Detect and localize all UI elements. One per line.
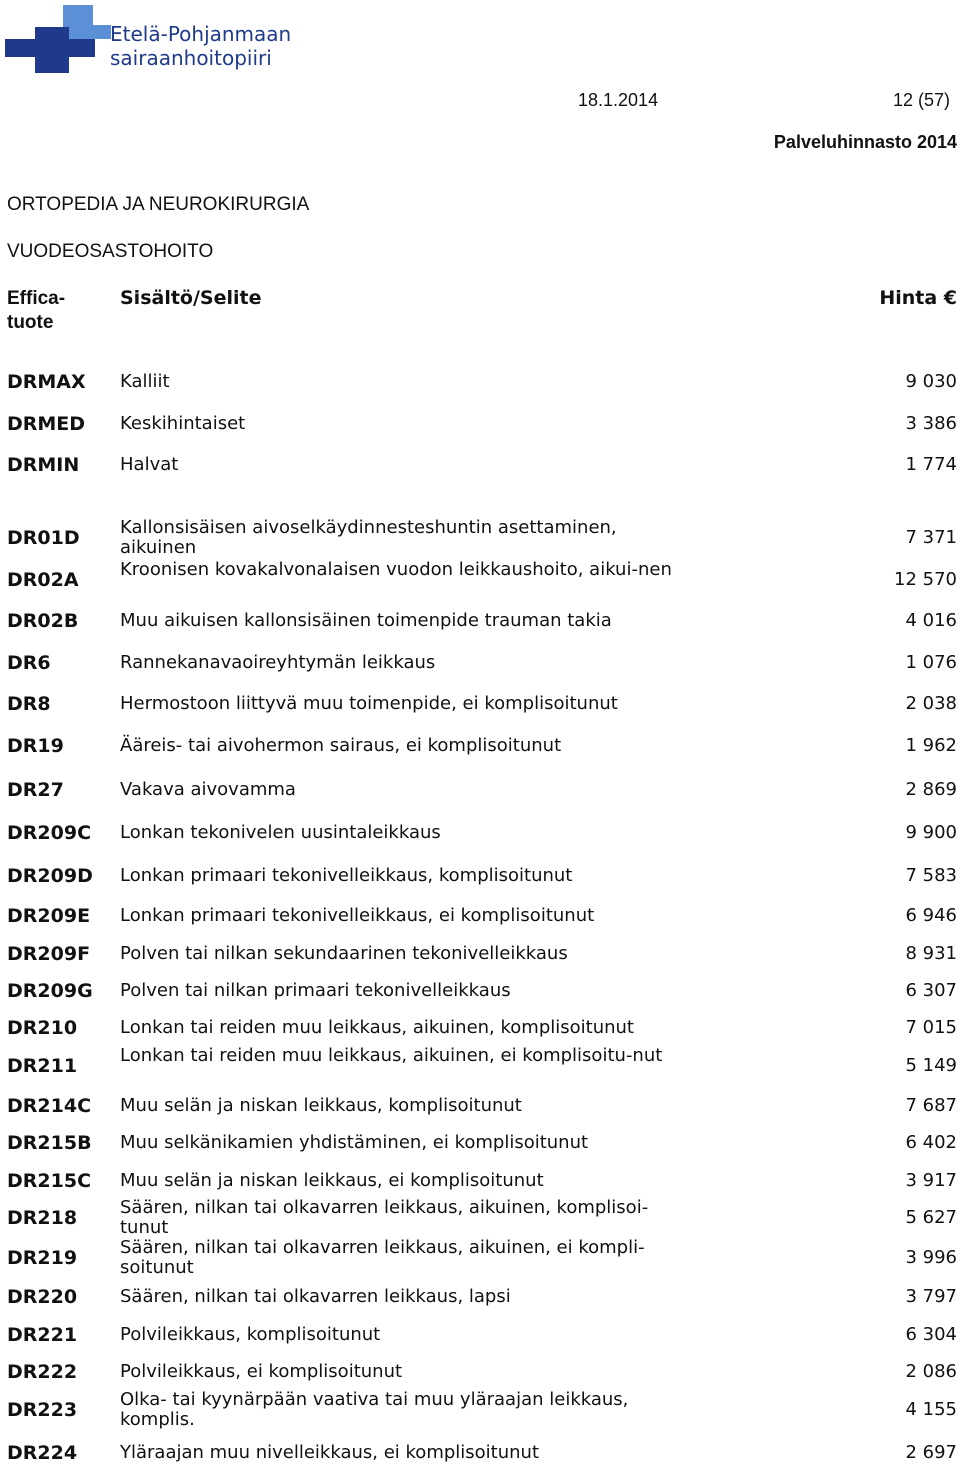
column-header-price: Hinta € bbox=[879, 287, 957, 309]
row-description: Lonkan tai reiden muu leikkaus, aikuinen, komplisoitunut bbox=[120, 1017, 634, 1038]
row-code: DR02B bbox=[7, 610, 79, 632]
row-description: Yläraajan muu nivelleikkaus, ei komplisoitunut bbox=[120, 1442, 540, 1463]
row-code: DR209G bbox=[7, 980, 93, 1002]
row-description: Kalliit bbox=[120, 371, 170, 392]
row-price: 1 962 bbox=[905, 735, 957, 756]
row-description: Rannekanavaoireyhtymän leikkaus bbox=[120, 652, 436, 673]
row-price: 6 946 bbox=[905, 905, 957, 926]
row-code: DR210 bbox=[7, 1017, 78, 1039]
row-code: DR219 bbox=[7, 1247, 78, 1269]
row-description: Hermostoon liittyvä muu toimenpide, ei komplisoitunut bbox=[120, 693, 618, 714]
row-price: 4 016 bbox=[905, 610, 957, 631]
row-code: DR209D bbox=[7, 865, 93, 887]
row-price: 9 030 bbox=[905, 371, 957, 392]
ward-heading: VUODEOSASTOHOITO bbox=[7, 241, 214, 262]
row-description: Polven tai nilkan primaari tekonivelleikkaus bbox=[120, 980, 511, 1001]
row-description: Keskihintaiset bbox=[120, 413, 246, 434]
row-description: Polvileikkaus, ei komplisoitunut bbox=[120, 1361, 403, 1382]
row-price: 3 917 bbox=[905, 1170, 957, 1191]
row-price: 6 402 bbox=[905, 1132, 957, 1153]
row-description: Kallonsisäisen aivoselkäydinnesteshuntin asettaminen, aikuinen bbox=[120, 517, 617, 558]
row-description: Muu selkänikamien yhdistäminen, ei komplisoitunut bbox=[120, 1132, 589, 1153]
page-number: 12 (57) bbox=[892, 90, 950, 110]
row-price: 7 371 bbox=[905, 527, 957, 548]
row-code: DR224 bbox=[7, 1442, 78, 1464]
column-header-code-line2: tuote bbox=[7, 312, 54, 333]
column-header-description: Sisältö/Selite bbox=[120, 287, 262, 309]
row-price: 2 038 bbox=[905, 693, 957, 714]
row-price: 5 627 bbox=[905, 1207, 957, 1228]
row-code: DRMIN bbox=[7, 454, 80, 476]
column-header-code bbox=[7, 287, 65, 335]
hospital-district-logo bbox=[0, 0, 330, 80]
row-description: Muu selän ja niskan leikkaus, ei komplisoitunut bbox=[120, 1170, 544, 1191]
column-header-code-line1: Effica- bbox=[7, 288, 66, 309]
row-code: DR02A bbox=[7, 569, 79, 591]
row-price: 3 996 bbox=[905, 1247, 957, 1268]
row-code: DR19 bbox=[7, 735, 64, 757]
row-price: 8 931 bbox=[905, 943, 957, 964]
row-code: DR223 bbox=[7, 1399, 78, 1421]
row-price: 6 307 bbox=[905, 980, 957, 1001]
document-title: Palveluhinnasto 2014 bbox=[773, 132, 957, 152]
row-code: DR211 bbox=[7, 1055, 78, 1077]
logo-line-1: Etelä-Pohjanmaan bbox=[110, 22, 292, 46]
row-code: DR209F bbox=[7, 943, 91, 965]
cross-logo-icon bbox=[5, 5, 115, 75]
row-code: DR209E bbox=[7, 905, 91, 927]
row-price: 2 086 bbox=[905, 1361, 957, 1382]
row-description: Muu aikuisen kallonsisäinen toimenpide trauman takia bbox=[120, 610, 612, 631]
department-heading: ORTOPEDIA JA NEUROKIRURGIA bbox=[7, 194, 310, 215]
row-code: DR215B bbox=[7, 1132, 92, 1154]
row-description: Ääreis- tai aivohermon sairaus, ei komplisoitunut bbox=[120, 735, 562, 756]
row-price: 5 149 bbox=[905, 1055, 957, 1076]
row-price: 4 155 bbox=[905, 1399, 957, 1420]
row-description: Lonkan tai reiden muu leikkaus, aikuinen, ei komplisoitu-nut bbox=[120, 1045, 663, 1066]
row-price: 1 076 bbox=[905, 652, 957, 673]
row-code: DR6 bbox=[7, 652, 51, 674]
row-code: DR214C bbox=[7, 1095, 92, 1117]
row-price: 1 774 bbox=[905, 454, 957, 475]
document-date: 18.1.2014 bbox=[578, 90, 659, 110]
row-price: 2 869 bbox=[905, 779, 957, 800]
row-description: Lonkan primaari tekonivelleikkaus, ei komplisoitunut bbox=[120, 905, 595, 926]
row-price: 7 015 bbox=[905, 1017, 957, 1038]
row-code: DR27 bbox=[7, 779, 64, 801]
row-code: DR220 bbox=[7, 1286, 78, 1308]
row-description: Lonkan primaari tekonivelleikkaus, komplisoitunut bbox=[120, 865, 573, 886]
row-description: Olka- tai kyynärpään vaativa tai muu yläraajan leikkaus, komplis. bbox=[120, 1389, 629, 1430]
row-code: DRMAX bbox=[7, 371, 86, 393]
row-code: DR215C bbox=[7, 1170, 92, 1192]
row-price: 12 570 bbox=[894, 569, 957, 590]
row-price: 3 797 bbox=[905, 1286, 957, 1307]
row-price: 3 386 bbox=[905, 413, 957, 434]
row-code: DR8 bbox=[7, 693, 51, 715]
row-price: 9 900 bbox=[905, 822, 957, 843]
row-description: Vakava aivovamma bbox=[120, 779, 296, 800]
row-description: Säären, nilkan tai olkavarren leikkaus, aikuinen, ei kompli-soitunut bbox=[120, 1237, 645, 1278]
row-code: DR218 bbox=[7, 1207, 78, 1229]
row-code: DR209C bbox=[7, 822, 92, 844]
row-description: Muu selän ja niskan leikkaus, komplisoitunut bbox=[120, 1095, 522, 1116]
row-description: Säären, nilkan tai olkavarren leikkaus, aikuinen, komplisoi-tunut bbox=[120, 1197, 649, 1238]
row-price: 6 304 bbox=[905, 1324, 957, 1345]
row-description: Halvat bbox=[120, 454, 179, 475]
row-price: 2 697 bbox=[905, 1442, 957, 1463]
row-description: Kroonisen kovakalvonalaisen vuodon leikkaushoito, aikui-nen bbox=[120, 559, 672, 580]
row-price: 7 687 bbox=[905, 1095, 957, 1116]
row-code: DR01D bbox=[7, 527, 80, 549]
row-description: Lonkan tekonivelen uusintaleikkaus bbox=[120, 822, 441, 843]
logo-line-2: sairaanhoitopiiri bbox=[110, 46, 272, 70]
row-description: Polven tai nilkan sekundaarinen tekonivelleikkaus bbox=[120, 943, 568, 964]
row-code: DR222 bbox=[7, 1361, 78, 1383]
row-price: 7 583 bbox=[905, 865, 957, 886]
row-description: Säären, nilkan tai olkavarren leikkaus, lapsi bbox=[120, 1286, 511, 1307]
row-description: Polvileikkaus, komplisoitunut bbox=[120, 1324, 381, 1345]
row-code: DRMED bbox=[7, 413, 86, 435]
row-code: DR221 bbox=[7, 1324, 78, 1346]
